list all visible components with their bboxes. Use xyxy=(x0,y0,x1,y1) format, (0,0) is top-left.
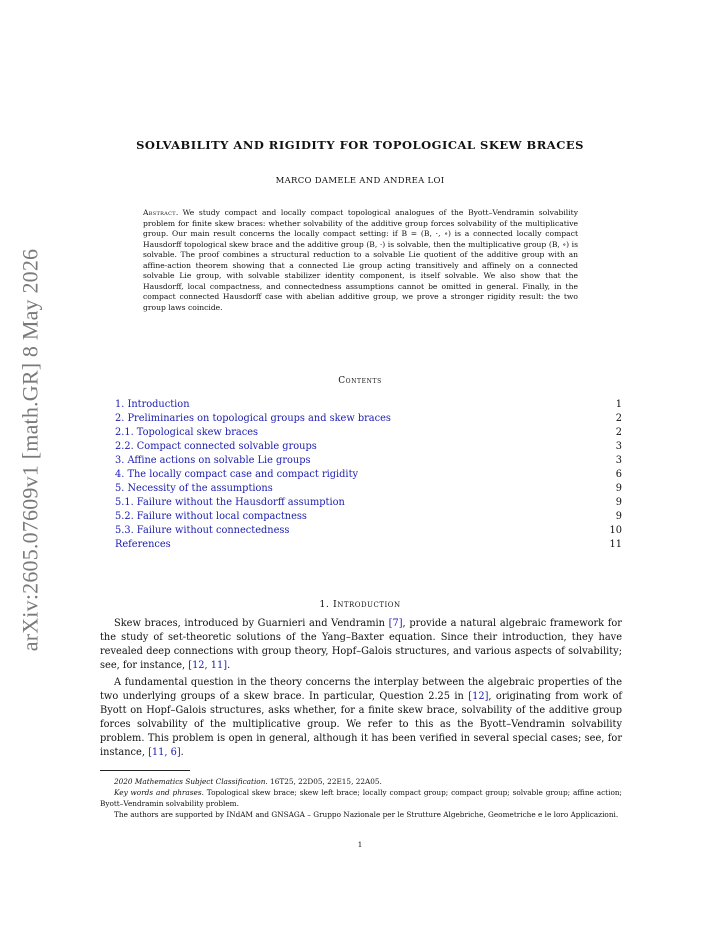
toc-entry-title[interactable]: 5.1. Failure without the Hausdorff assumption xyxy=(115,497,345,508)
toc-entry-page: 9 xyxy=(615,497,622,508)
intro-paragraph-1 xyxy=(100,617,622,673)
toc-entry[interactable] xyxy=(115,524,622,538)
citation-link[interactable]: [12] xyxy=(468,691,489,702)
citation-link[interactable]: [12, 11] xyxy=(188,660,228,671)
toc-entry-title[interactable]: 5.2. Failure without local compactness xyxy=(115,511,307,522)
citation-link[interactable]: [7] xyxy=(388,618,403,629)
toc-entry[interactable] xyxy=(115,496,622,510)
toc-entry-page: 9 xyxy=(615,483,622,494)
footnote-divider xyxy=(100,770,190,771)
toc-entry[interactable] xyxy=(115,440,622,454)
text-run: A fundamental question in the theory concerns the interplay between the algebraic properties of the two underlying groups of a skew brace. In particular, Question 2.25 in xyxy=(100,677,622,702)
abstract-text: We study compact and locally compact topological analogues of the Byott–Vendramin solvability problem for finite skew braces: whether solvability of the additive group forces solvability of the multiplicative group. Our main result concerns the locally compact setting: if B = (B, ·, ∘) is a connected locally compact Hausdorff topological skew brace and the additive group (B, ·) is solvable, then the multiplicative group (B, ∘) is solvable. The proof combines a structural reduction to a solvable Lie quotient of the additive group with an affine-action theorem showing that a connected Lie group acting transitively and affinely on a connected solvable Lie group, with solvable stabilizer identity component, is itself solvable. We also show that the Hausdorff, local compactness, and connectedness assumptions cannot be omitted in general. Finally, in the compact connected Hausdorff case with abelian additive group, we prove a stronger rigidity result: the two group laws coincide. xyxy=(143,208,578,312)
toc-entry-page: 2 xyxy=(615,413,622,424)
text-run: , originating from work of Byott on Hopf–Galois structures, asks whether, for a finite skew brace, solvability of the additive group forces solvability of the multiplicative group. We refer to this as the Byott–Vendramin solvability problem. This problem is open in general, although it has been verified in several special cases; see, for instance, xyxy=(100,691,622,758)
toc-entry[interactable] xyxy=(115,468,622,482)
paper-authors: MARCO DAMELE AND ANDREA LOI xyxy=(275,176,445,186)
section-heading-introduction xyxy=(100,599,620,610)
toc-entry-page: 10 xyxy=(609,525,622,536)
footnote-msc xyxy=(100,777,622,788)
footnote-keywords-text: Topological skew brace; skew left brace; locally compact group; compact group; solvable group; affine action; Byott–Vendramin solvability problem. xyxy=(100,788,622,808)
toc-entry-title[interactable]: 3. Affine actions on solvable Lie groups xyxy=(115,455,311,466)
toc-entry-page: 2 xyxy=(615,427,622,438)
toc-entry[interactable] xyxy=(115,398,622,412)
text-run: . xyxy=(227,660,231,671)
page-number: 1 xyxy=(357,840,363,849)
section-name: Introduction xyxy=(332,599,401,610)
arxiv-sidebar-stamp xyxy=(10,230,50,670)
arxiv-identifier: arXiv:2605.07609v1 [math.GR] 8 May 2026 xyxy=(17,248,43,652)
footnote-keywords-label: Key words and phrases. xyxy=(114,788,204,797)
toc-entry[interactable] xyxy=(115,510,622,524)
toc-entry[interactable] xyxy=(115,426,622,440)
text-run: Skew braces, introduced by Guarnieri and Vendramin xyxy=(114,618,389,629)
text-run: , provide a natural algebraic framework for the study of set-theoretic solutions of the Yang–Baxter equation. Since their introduction, they have revealed deep connections with group theory, Hopf–Galois structures, and various aspects of solvability; see, for instance, xyxy=(100,618,622,671)
toc-entry-page: 3 xyxy=(615,441,622,452)
toc-entry-page: 1 xyxy=(615,399,622,410)
text-run: . xyxy=(180,747,184,758)
abstract-label: Abstract. xyxy=(143,208,179,217)
toc-entry-title[interactable]: 5. Necessity of the assumptions xyxy=(115,483,273,494)
toc-entry[interactable] xyxy=(115,482,622,496)
citation-link[interactable]: [11, 6] xyxy=(148,747,181,758)
toc-entry-page: 11 xyxy=(609,539,622,550)
footnote-msc-text: 16T25, 22D05, 22E15, 22A05. xyxy=(270,777,382,786)
footnote-support: The authors are supported by INdAM and GNSAGA – Gruppo Nazionale per le Strutture Algebriche, Geometriche e le loro Applicazioni. xyxy=(114,810,619,819)
footnote-msc-label: 2020 Mathematics Subject Classification. xyxy=(114,777,268,786)
toc-entry-title[interactable]: 2. Preliminaries on topological groups and skew braces xyxy=(115,413,391,424)
toc-entry[interactable] xyxy=(115,538,622,552)
toc-entry-title[interactable]: References xyxy=(115,539,171,550)
toc-entry-page: 9 xyxy=(615,511,622,522)
contents-heading: Contents xyxy=(338,376,382,386)
paper-title: SOLVABILITY AND RIGIDITY FOR TOPOLOGICAL SKEW BRACES xyxy=(136,138,584,152)
toc-entry-title[interactable]: 1. Introduction xyxy=(115,399,190,410)
footnote-keywords xyxy=(100,788,622,809)
toc-entry-title[interactable]: 2.1. Topological skew braces xyxy=(115,427,259,438)
toc-entry-title[interactable]: 2.2. Compact connected solvable groups xyxy=(115,441,317,452)
abstract xyxy=(143,208,578,313)
toc-entry-page: 3 xyxy=(615,455,622,466)
table-of-contents xyxy=(115,398,622,552)
toc-entry[interactable] xyxy=(115,454,622,468)
intro-paragraph-2 xyxy=(100,676,622,760)
section-number: 1. xyxy=(319,599,330,610)
toc-entry-title[interactable]: 5.3. Failure without connectedness xyxy=(115,525,290,536)
toc-entry[interactable] xyxy=(115,412,622,426)
toc-entry-page: 6 xyxy=(615,469,622,480)
toc-entry-title[interactable]: 4. The locally compact case and compact rigidity xyxy=(115,469,359,480)
